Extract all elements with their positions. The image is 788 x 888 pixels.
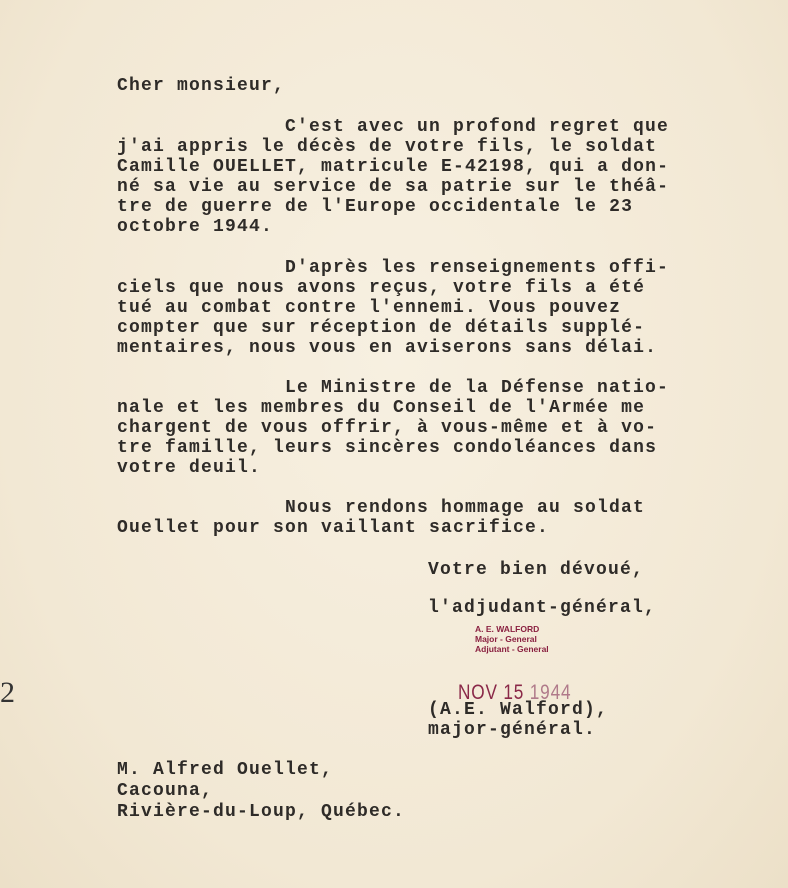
address-line: M. Alfred Ouellet, — [117, 760, 334, 780]
text-line: ciels que nous avons reçus, votre fils a été — [117, 278, 646, 298]
text-line: Camille OUELLET, matricule E-42198, qui a don- — [117, 157, 670, 177]
signature-rank: major-général. — [428, 720, 597, 740]
address-line: Rivière-du-Loup, Québec. — [117, 802, 406, 822]
date-stamp-month-day: NOV 15 — [458, 681, 530, 704]
title-line: l'adjudant-général, — [428, 598, 657, 618]
address-line: Cacouna, — [117, 781, 214, 801]
text-line: mentaires, nous vous en aviserons sans délai. — [117, 338, 658, 358]
margin-handwritten-mark: 2 — [0, 676, 15, 709]
stamp-line: Adjutant - General — [475, 644, 549, 654]
text-line: octobre 1944. — [117, 217, 274, 237]
name-stamp — [475, 624, 549, 654]
text-line: tué au combat contre l'ennemi. Vous pouvez — [117, 298, 622, 318]
salutation: Cher monsieur, — [117, 76, 286, 96]
stamp-line: A. E. WALFORD — [475, 624, 540, 634]
text-line: nale et les membres du Conseil de l'Armée me — [117, 398, 646, 418]
date-stamp-year: 1944 — [529, 681, 572, 704]
text-line: C'est avec un profond regret que — [285, 117, 670, 137]
text-line: né sa vie au service de sa patrie sur le théâ- — [117, 177, 670, 197]
signature-name: (A.E. Walford), — [428, 700, 609, 720]
text-line: Le Ministre de la Défense natio- — [285, 378, 670, 398]
text-line: tre famille, leurs sincères condoléances dans — [117, 438, 658, 458]
text-line: compter que sur réception de détails supplé- — [117, 318, 646, 338]
text-line: j'ai appris le décès de votre fils, le soldat — [117, 137, 658, 157]
stamp-line: Major - General — [475, 634, 537, 644]
text-line: votre deuil. — [117, 458, 262, 478]
text-line: Ouellet pour son vaillant sacrifice. — [117, 518, 550, 538]
closing: Votre bien dévoué, — [428, 560, 645, 580]
text-line: chargent de vous offrir, à vous-même et à vo- — [117, 418, 658, 438]
text-line: Nous rendons hommage au soldat — [285, 498, 646, 518]
text-line: D'après les renseignements offi- — [285, 258, 670, 278]
text-line: tre de guerre de l'Europe occidentale le 23 — [117, 197, 634, 217]
